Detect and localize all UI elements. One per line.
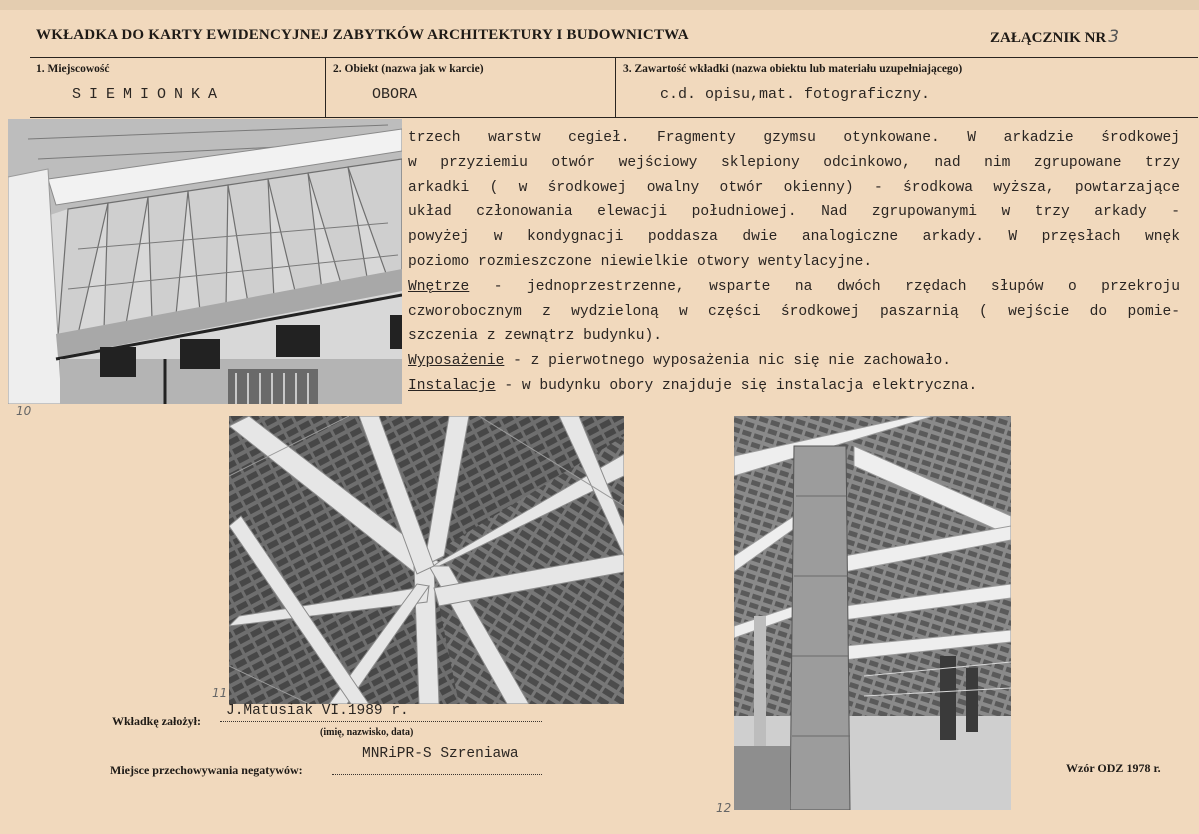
form-template-id: Wzór ODZ 1978 r. bbox=[1066, 761, 1161, 775]
field-divider-1 bbox=[325, 57, 326, 117]
equipment-text: - z pierwotnego wyposażenia nic się nie zachowało. bbox=[504, 353, 951, 370]
content-value: c.d. opisu,mat. fotograficzny. bbox=[660, 86, 931, 103]
annex-number: 3 bbox=[1108, 27, 1120, 47]
founder-label: Wkładkę założył: bbox=[112, 714, 201, 728]
installations-line bbox=[408, 374, 1180, 399]
fields-rule bbox=[30, 117, 1198, 118]
photo-number-10: 10 bbox=[16, 404, 32, 418]
interior-line: czworobocznym z wydzieloną w części środkowej paszarnią ( wejście do pomie- bbox=[408, 303, 1180, 320]
sheet-top-edge bbox=[0, 0, 1199, 10]
place-value: SIEMIONKA bbox=[72, 86, 226, 103]
installations-heading: Instalacje bbox=[408, 377, 496, 394]
description-line: poziomo rozmieszczone niewielkie otwory wentylacyjne. bbox=[408, 253, 873, 270]
photo-ceiling-beams-image bbox=[8, 119, 402, 404]
interior-line bbox=[408, 275, 1180, 300]
photo-roof-truss-image bbox=[229, 416, 624, 704]
description-line: arkadki ( w środkowej owalny otwór okienny) - środkowa wyższa, powtarzające bbox=[408, 179, 1180, 196]
photo-number-11: 11 bbox=[212, 686, 228, 700]
object-value: OBORA bbox=[372, 86, 418, 103]
equipment-heading: Wyposażenie bbox=[408, 353, 505, 370]
installations-text: - w budynku obory znajduje się instalacja elektryczna. bbox=[495, 377, 978, 394]
photo-number-12: 12 bbox=[716, 801, 732, 815]
founder-value: J.Matusiak VI.1989 r. bbox=[226, 703, 409, 719]
photo-interior-column-image bbox=[734, 416, 1011, 810]
negatives-value: MNRiPR-S Szreniawa bbox=[362, 746, 519, 762]
description-text bbox=[408, 126, 1180, 399]
description-line: w przyziemiu otwór wejściowy sklepiony odcinkowo, nad nim zgrupowane trzy bbox=[408, 154, 1180, 171]
object-label: 2. Obiekt (nazwa jak w karcie) bbox=[333, 63, 484, 75]
field-divider-2 bbox=[615, 57, 616, 117]
annex-label-text: ZAŁĄCZNIK NR bbox=[990, 30, 1107, 46]
place-label: 1. Miejscowość bbox=[36, 63, 110, 75]
content-label: 3. Zawartość wkładki (nazwa obiektu lub materiału uzupełniającego) bbox=[623, 63, 963, 75]
founder-hint: (imię, nazwisko, data) bbox=[320, 727, 414, 738]
description-line: układ członowania elewacji południowej. Nad zgrupowanymi w trzy arkady - bbox=[408, 204, 1180, 221]
photo-interior-column bbox=[734, 416, 1011, 810]
header-rule bbox=[30, 57, 1198, 58]
equipment-line bbox=[408, 349, 1180, 374]
founder-dotted-line bbox=[220, 721, 542, 722]
description-line: trzech warstw cegieł. Fragmenty gzymsu otynkowane. W arkadzie środkowej bbox=[408, 130, 1180, 146]
form-title: WKŁADKA DO KARTY EWIDENCYJNEJ ZABYTKÓW ARCHITEKTURY I BUDOWNICTWA bbox=[36, 27, 689, 43]
interior-text: - jednoprzestrzenne, wsparte na dwóch rzędach słupów o przekroju bbox=[469, 278, 1180, 295]
negatives-label: Miejsce przechowywania negatywów: bbox=[110, 763, 303, 777]
photo-ceiling-beams bbox=[8, 119, 402, 404]
interior-heading: Wnętrze bbox=[408, 278, 470, 295]
negatives-dotted-line bbox=[332, 774, 542, 775]
annex-label bbox=[990, 27, 1119, 47]
description-line: powyżej w kondygnacji poddasza dwie analogiczne arkady. W przęsłach wnęk bbox=[408, 229, 1180, 246]
photo-roof-truss bbox=[229, 416, 624, 704]
interior-line: szczenia z zewnątrz budynku). bbox=[408, 328, 662, 345]
